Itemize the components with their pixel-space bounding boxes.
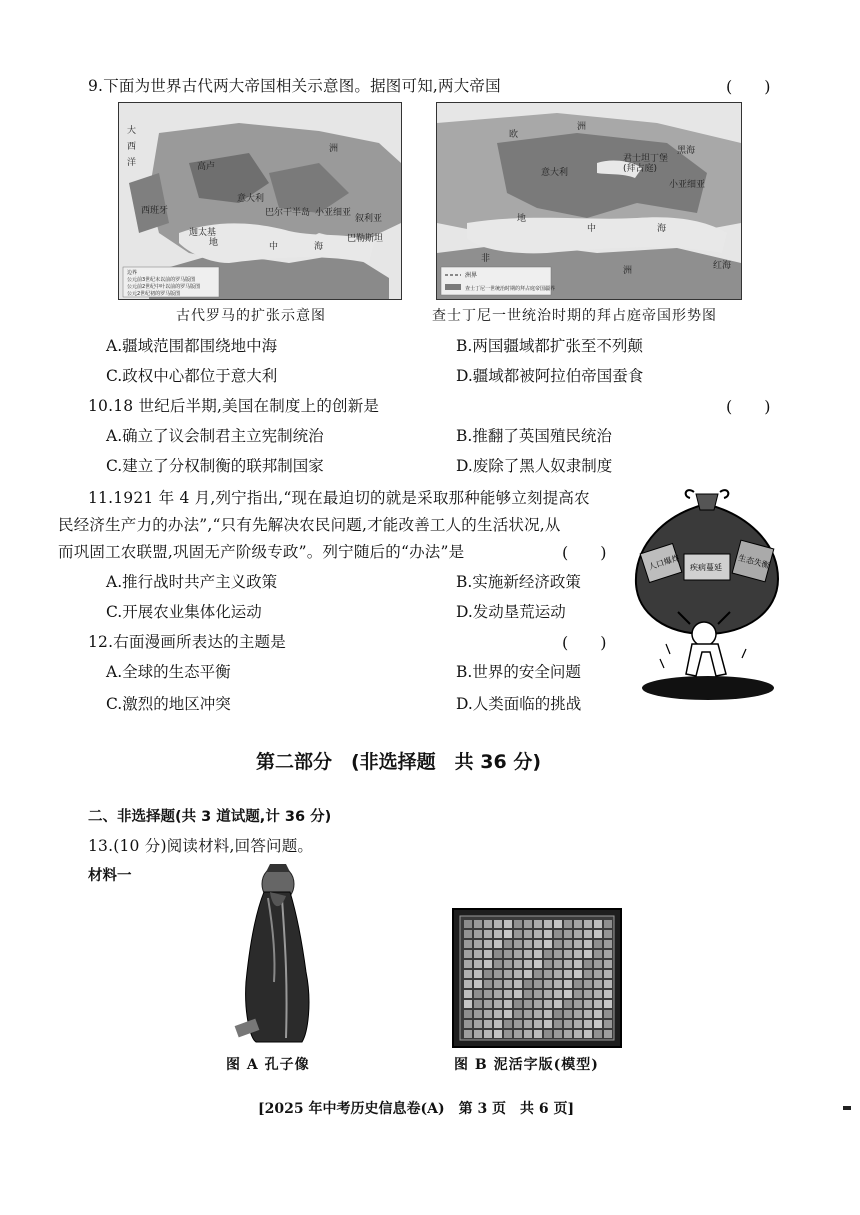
type-block xyxy=(574,1030,582,1038)
map1-carthage: 迦太基 xyxy=(189,228,217,238)
q9-stem: 9.下面为世界古代两大帝国相关示意图。据图可知,两大帝国 xyxy=(88,77,501,95)
q10-option-c[interactable]: C.建立了分权制衡的联邦制国家 xyxy=(106,457,324,475)
type-block xyxy=(554,1030,562,1038)
burden-cartoon xyxy=(626,484,786,706)
q9-option-a[interactable]: A.疆域范围都围绕地中海 xyxy=(106,337,278,355)
type-block xyxy=(544,1010,552,1018)
figure-a-caption: 图 A 孔子像 xyxy=(226,1057,310,1073)
section-two-heading: 二、非选择题(共 3 道试题,计 36 分) xyxy=(88,809,332,825)
type-block xyxy=(484,930,492,938)
type-block xyxy=(574,970,582,978)
type-block xyxy=(514,1020,522,1028)
q12-answer-paren: ( ) xyxy=(562,633,607,652)
type-block xyxy=(504,970,512,978)
q11-line-2: 民经济生产力的办法”,“只有先解决农民问题,才能改善工人的生活状况,从 xyxy=(58,516,561,534)
type-block xyxy=(494,930,502,938)
page-footer: [2025 年中考历史信息卷(A) 第 3 页 共 6 页] xyxy=(258,1101,575,1117)
type-block xyxy=(574,950,582,958)
map2-med-2: 中 xyxy=(587,224,597,234)
map2-med-3: 海 xyxy=(657,224,667,234)
type-block xyxy=(584,1000,592,1008)
map2-caption: 查士丁尼一世统治时期的拜占庭帝国形势图 xyxy=(432,308,717,324)
type-block xyxy=(544,960,552,968)
type-block xyxy=(464,980,472,988)
map2-africa-2: 洲 xyxy=(623,266,633,276)
q9-answer-paren: ( ) xyxy=(726,77,771,96)
q13-stem: 13.(10 分)阅读材料,回答问题。 xyxy=(88,837,314,855)
type-block xyxy=(484,1000,492,1008)
q12-option-c[interactable]: C.激烈的地区冲突 xyxy=(106,695,231,713)
type-block xyxy=(574,1020,582,1028)
map1-ocean-1: 大 xyxy=(127,126,137,136)
type-block xyxy=(604,990,612,998)
type-block xyxy=(534,1030,542,1038)
map1-legend-3: 公元前2世纪中叶以前的罗马版图 xyxy=(127,284,201,290)
type-block xyxy=(504,960,512,968)
map1-caption: 古代罗马的扩张示意图 xyxy=(176,308,326,324)
type-block xyxy=(574,980,582,988)
cartoon-label-2: 疾病蔓延 xyxy=(690,563,722,572)
type-block xyxy=(544,1020,552,1028)
type-block xyxy=(514,970,522,978)
q12-option-b[interactable]: B.世界的安全问题 xyxy=(456,663,581,681)
map1-syria: 叙利亚 xyxy=(355,214,383,224)
type-block xyxy=(474,960,482,968)
type-block xyxy=(584,920,592,928)
type-block xyxy=(594,980,602,988)
type-block xyxy=(524,950,532,958)
q10-option-b[interactable]: B.推翻了英国殖民统治 xyxy=(456,427,612,445)
type-block xyxy=(594,950,602,958)
type-block xyxy=(584,940,592,948)
map1-asia-minor: 小亚细亚 xyxy=(315,208,352,218)
type-block xyxy=(504,990,512,998)
type-block xyxy=(524,930,532,938)
type-block xyxy=(484,940,492,948)
type-block xyxy=(594,970,602,978)
q9-option-c[interactable]: C.政权中心都位于意大利 xyxy=(106,367,278,385)
map1-legend-2: 公元前3世纪末以前的罗马版图 xyxy=(127,277,196,283)
map1-gaul: 高卢 xyxy=(197,162,216,172)
type-block xyxy=(474,970,482,978)
type-block xyxy=(494,1000,502,1008)
type-block xyxy=(534,960,542,968)
type-block xyxy=(484,990,492,998)
map1-balkan: 巴尔干半岛 xyxy=(265,208,311,218)
type-block xyxy=(604,1030,612,1038)
type-block xyxy=(584,990,592,998)
map1-med-1: 地 xyxy=(209,238,219,248)
q10-stem: 10.18 世纪后半期,美国在制度上的创新是 xyxy=(88,397,380,415)
type-block xyxy=(524,980,532,988)
map2-asia-minor: 小亚细亚 xyxy=(669,180,706,190)
type-block xyxy=(564,1000,572,1008)
map2-black-sea: 黑海 xyxy=(677,146,696,156)
type-block xyxy=(494,980,502,988)
type-block xyxy=(504,980,512,988)
type-block xyxy=(564,940,572,948)
type-block xyxy=(604,940,612,948)
type-block xyxy=(564,980,572,988)
type-block xyxy=(524,990,532,998)
type-block xyxy=(494,1030,502,1038)
type-block xyxy=(564,970,572,978)
type-block xyxy=(584,1030,592,1038)
type-block xyxy=(534,940,542,948)
type-block xyxy=(494,1020,502,1028)
type-block xyxy=(464,970,472,978)
type-block xyxy=(604,960,612,968)
q11-line-3: 而巩固工农联盟,巩固无产阶级专政”。列宁随后的“办法”是 xyxy=(58,543,465,561)
type-block xyxy=(534,1010,542,1018)
type-block xyxy=(534,1020,542,1028)
type-block xyxy=(504,940,512,948)
confucius-portrait xyxy=(226,862,326,1044)
type-block xyxy=(584,930,592,938)
type-block xyxy=(594,920,602,928)
type-block xyxy=(604,920,612,928)
map2-africa: 非 xyxy=(481,254,491,264)
type-block xyxy=(474,1020,482,1028)
part-two-title: 第二部分 (非选择题 共 36 分) xyxy=(256,751,542,773)
type-block xyxy=(494,950,502,958)
type-block xyxy=(584,970,592,978)
type-block xyxy=(474,1000,482,1008)
map1-italy: 意大利 xyxy=(237,194,265,204)
type-block xyxy=(604,1000,612,1008)
map2-italy: 意大利 xyxy=(541,168,569,178)
type-block xyxy=(484,960,492,968)
type-block xyxy=(514,1010,522,1018)
q11-option-b[interactable]: B.实施新经济政策 xyxy=(456,573,581,591)
type-block xyxy=(504,950,512,958)
type-block xyxy=(464,1000,472,1008)
q11-option-a[interactable]: A.推行战时共产主义政策 xyxy=(106,573,278,591)
type-block xyxy=(554,920,562,928)
type-block xyxy=(464,930,472,938)
type-block xyxy=(544,1030,552,1038)
type-block xyxy=(474,980,482,988)
type-block xyxy=(544,970,552,978)
type-block xyxy=(474,1010,482,1018)
map1-europe: 洲 xyxy=(329,144,339,154)
material-one-label: 材料一 xyxy=(88,868,132,884)
type-block xyxy=(604,970,612,978)
type-block xyxy=(584,950,592,958)
type-block xyxy=(554,950,562,958)
type-block xyxy=(514,920,522,928)
type-block xyxy=(594,960,602,968)
type-block xyxy=(574,960,582,968)
type-block xyxy=(514,960,522,968)
type-block xyxy=(524,970,532,978)
type-block xyxy=(554,990,562,998)
type-block xyxy=(574,1000,582,1008)
type-block xyxy=(544,920,552,928)
type-block xyxy=(554,940,562,948)
type-block xyxy=(594,990,602,998)
map1-med-2: 中 xyxy=(269,242,279,252)
q9-option-b[interactable]: B.两国疆域都扩张至不列颠 xyxy=(456,337,643,355)
type-block xyxy=(524,1010,532,1018)
type-block xyxy=(524,960,532,968)
map2-legend-2: 查士丁尼一世统治时期的拜占庭帝国疆界 xyxy=(465,286,556,292)
q11-option-c[interactable]: C.开展农业集体化运动 xyxy=(106,603,262,621)
type-block xyxy=(554,970,562,978)
type-block xyxy=(564,1020,572,1028)
type-block xyxy=(464,990,472,998)
type-block xyxy=(504,930,512,938)
type-block xyxy=(594,940,602,948)
map1-legend-4: 公元2世纪初的罗马版图 xyxy=(127,291,181,297)
type-block xyxy=(544,950,552,958)
q12-option-a[interactable]: A.全球的生态平衡 xyxy=(106,663,231,681)
roman-expansion-map xyxy=(118,102,402,300)
type-block xyxy=(564,990,572,998)
type-block xyxy=(494,960,502,968)
type-block xyxy=(594,1010,602,1018)
type-block xyxy=(474,1030,482,1038)
type-block xyxy=(484,980,492,988)
type-block xyxy=(504,920,512,928)
type-block xyxy=(484,970,492,978)
type-block xyxy=(604,980,612,988)
type-block xyxy=(514,990,522,998)
type-block xyxy=(524,940,532,948)
type-block xyxy=(484,1030,492,1038)
map1-legend-1: 边界 xyxy=(127,270,138,276)
type-block xyxy=(604,1020,612,1028)
type-block xyxy=(484,1020,492,1028)
type-block xyxy=(564,930,572,938)
type-block xyxy=(594,1000,602,1008)
type-block xyxy=(474,950,482,958)
clay-movable-type-model xyxy=(452,908,622,1048)
q12-option-d[interactable]: D.人类面临的挑战 xyxy=(456,695,582,713)
q10-option-d[interactable]: D.废除了黑人奴隶制度 xyxy=(456,457,613,475)
type-block xyxy=(534,1000,542,1008)
type-block xyxy=(494,920,502,928)
q11-line-1: 11.1921 年 4 月,列宁指出,“现在最迫切的就是采取那种能够立刻提高农 xyxy=(88,489,590,507)
q9-option-d[interactable]: D.疆域都被阿拉伯帝国蚕食 xyxy=(456,367,644,385)
type-block xyxy=(574,990,582,998)
type-block xyxy=(584,980,592,988)
type-block xyxy=(584,1010,592,1018)
type-block xyxy=(554,1000,562,1008)
type-block xyxy=(594,930,602,938)
cartoon-label-1: 人口爆炸 xyxy=(647,553,681,572)
type-block xyxy=(484,950,492,958)
type-block xyxy=(474,920,482,928)
type-block xyxy=(474,990,482,998)
type-block xyxy=(514,950,522,958)
q11-answer-paren: ( ) xyxy=(562,543,607,562)
type-block xyxy=(524,1030,532,1038)
type-block xyxy=(504,1010,512,1018)
type-block xyxy=(494,1010,502,1018)
type-block xyxy=(574,1010,582,1018)
q10-option-a[interactable]: A.确立了议会制君主立宪制统治 xyxy=(106,427,324,445)
type-block xyxy=(504,1020,512,1028)
type-block xyxy=(464,940,472,948)
map2-med-1: 地 xyxy=(517,214,527,224)
type-block xyxy=(534,990,542,998)
type-block xyxy=(464,1020,472,1028)
type-block xyxy=(544,1000,552,1008)
type-block xyxy=(514,940,522,948)
type-block xyxy=(474,930,482,938)
type-block xyxy=(604,930,612,938)
q12-stem: 12.右面漫画所表达的主题是 xyxy=(88,633,286,651)
type-block xyxy=(484,1010,492,1018)
type-block xyxy=(474,940,482,948)
type-block xyxy=(494,970,502,978)
type-block xyxy=(504,1000,512,1008)
type-block xyxy=(554,930,562,938)
type-block xyxy=(464,1010,472,1018)
type-block xyxy=(514,930,522,938)
type-block xyxy=(514,1030,522,1038)
type-block xyxy=(604,950,612,958)
type-block xyxy=(534,930,542,938)
type-block xyxy=(554,980,562,988)
map1-med-3: 海 xyxy=(314,242,324,252)
map2-constantinople-alt: (拜占庭) xyxy=(623,164,658,174)
type-block xyxy=(554,960,562,968)
type-block xyxy=(554,1010,562,1018)
type-block xyxy=(544,980,552,988)
type-block xyxy=(574,940,582,948)
figure-b-caption: 图 B 泥活字版(模型) xyxy=(454,1057,599,1073)
type-block xyxy=(534,980,542,988)
type-block xyxy=(504,1030,512,1038)
type-block xyxy=(534,950,542,958)
type-block xyxy=(594,1020,602,1028)
q10-answer-paren: ( ) xyxy=(726,397,771,416)
byzantine-empire-map xyxy=(436,102,742,300)
type-block xyxy=(484,920,492,928)
map2-europe: 欧 xyxy=(509,130,519,140)
type-block xyxy=(574,920,582,928)
type-block xyxy=(464,960,472,968)
type-block xyxy=(544,990,552,998)
map1-palestine: 巴勒斯坦 xyxy=(347,234,384,244)
cartoon-label-3: 生态失衡 xyxy=(737,553,771,571)
type-block xyxy=(464,950,472,958)
type-block xyxy=(514,1000,522,1008)
type-block xyxy=(564,1010,572,1018)
type-block xyxy=(584,1020,592,1028)
type-block xyxy=(564,950,572,958)
type-block xyxy=(524,1020,532,1028)
scan-speck xyxy=(843,1106,851,1110)
type-block xyxy=(564,1030,572,1038)
q11-option-d[interactable]: D.发动垦荒运动 xyxy=(456,603,566,621)
type-block xyxy=(524,920,532,928)
type-block xyxy=(464,1030,472,1038)
map1-ocean-3: 洋 xyxy=(127,158,137,168)
type-block xyxy=(524,1000,532,1008)
type-block xyxy=(464,920,472,928)
type-block xyxy=(534,970,542,978)
type-block xyxy=(534,920,542,928)
type-block xyxy=(494,940,502,948)
map2-red-sea: 红海 xyxy=(713,261,732,271)
type-block xyxy=(544,940,552,948)
type-block xyxy=(564,960,572,968)
map1-spain: 西班牙 xyxy=(141,206,169,216)
type-block xyxy=(494,990,502,998)
type-block xyxy=(544,930,552,938)
map1-ocean-2: 西 xyxy=(127,142,137,152)
type-block xyxy=(594,1030,602,1038)
type-block xyxy=(574,930,582,938)
type-block xyxy=(514,980,522,988)
type-block xyxy=(604,1010,612,1018)
type-block xyxy=(564,920,572,928)
type-block xyxy=(554,1020,562,1028)
map2-legend-1: 洲界 xyxy=(465,272,478,279)
map2-continent: 洲 xyxy=(577,122,587,132)
map2-constantinople: 君士坦丁堡 xyxy=(623,154,669,164)
type-block xyxy=(584,960,592,968)
